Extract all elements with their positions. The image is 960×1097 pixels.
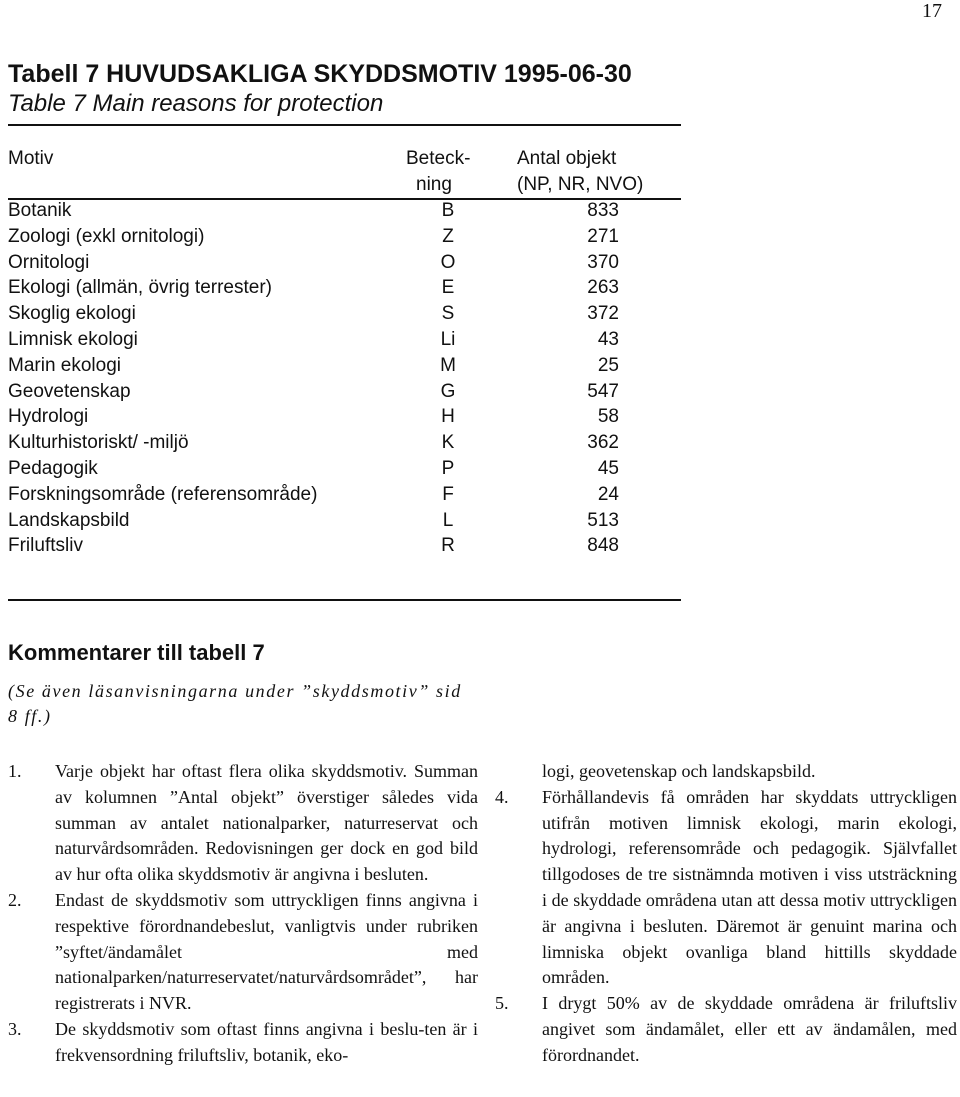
header-code: Beteck- — [406, 148, 471, 169]
comment-text: Endast de skyddsmotiv som uttryckligen finns angivna i respektive förordnandebeslut, vanligtvis under rubriken ”syftet/ändamålet med nationalparken/naturreservatet/naturvårdsområdet”, har registrerats i NVR. — [55, 889, 478, 1014]
table-header-row-2 — [8, 172, 681, 198]
comment-number: 2. — [8, 889, 22, 910]
comment-item — [495, 785, 957, 991]
cell-count: 372 — [587, 303, 619, 325]
cell-motiv: Botanik — [8, 200, 72, 221]
cell-motiv: Marin ekologi — [8, 354, 121, 376]
table-header-row-1 — [8, 146, 681, 172]
cell-code: R — [441, 535, 455, 557]
comment-item — [8, 1017, 478, 1069]
comment-item — [495, 991, 957, 1068]
cell-code: B — [441, 200, 455, 221]
cell-motiv: Forskningsområde (referensområde) — [8, 483, 318, 505]
cell-count: 547 — [587, 380, 619, 402]
cell-count: 45 — [597, 458, 619, 479]
header-motiv: Motiv — [8, 148, 54, 169]
table-row — [8, 198, 681, 224]
cell-count: 362 — [587, 432, 619, 454]
cell-motiv: Kulturhistoriskt/ -miljö — [8, 432, 189, 454]
cell-motiv: Geovetenskap — [8, 380, 131, 402]
cell-code: G — [440, 380, 456, 402]
cell-count: 848 — [587, 535, 619, 557]
cell-motiv: Zoologi (exkl ornitologi) — [8, 225, 205, 247]
cell-count: 271 — [587, 225, 619, 247]
comment-number: 1. — [8, 761, 22, 781]
table-row — [8, 508, 681, 534]
cell-motiv: Ornitologi — [8, 251, 90, 273]
cell-code: L — [442, 509, 454, 531]
cell-count: 513 — [587, 509, 619, 531]
cell-code: H — [441, 406, 455, 428]
table-title: Tabell 7 HUVUDSAKLIGA SKYDDSMOTIV 1995-06-30 — [8, 60, 632, 88]
cell-code: P — [441, 458, 455, 479]
page-number: 17 — [922, 0, 942, 22]
comment-number: 4. — [495, 786, 509, 807]
header-count: Antal objekt — [517, 148, 617, 169]
header-code-cont: ning — [416, 174, 452, 195]
table-row — [8, 379, 681, 405]
cell-motiv: Skoglig ekologi — [8, 303, 136, 325]
comment-number: 3. — [8, 1018, 22, 1039]
table-top-rule — [8, 124, 681, 126]
table-bottom-rule — [8, 599, 681, 601]
comments-left-column — [8, 759, 478, 1069]
table-subtitle: Table 7 Main reasons for protection — [8, 90, 384, 117]
cell-code: S — [441, 303, 455, 325]
cell-motiv: Landskapsbild — [8, 509, 130, 531]
cell-code: O — [440, 251, 456, 273]
table-row — [8, 275, 681, 301]
cell-code: Li — [440, 329, 456, 350]
comments-title: Kommentarer till tabell 7 — [8, 640, 265, 665]
table-row — [8, 301, 681, 327]
comment-continuation — [495, 759, 957, 785]
table-row — [8, 353, 681, 379]
table-row — [8, 456, 681, 482]
cell-motiv: Hydrologi — [8, 406, 89, 428]
cell-code: K — [441, 432, 455, 454]
cell-count: 263 — [587, 277, 619, 299]
cell-motiv: Limnisk ekologi — [8, 329, 138, 350]
comment-text: Förhållandevis få områden har skyddats uttryckligen utifrån motiven limnisk ekologi, marin ekologi, hydrologi, referensområde och pedagogik. Självfallet tillgodoses de tre sistnämnda motiven i viss utsträckning i de skyddade områdena utan att dessa motiv uttryckligen är angivna i besluten. Däremot är genuint marina och limniska objekt ovanliga bland hittills skyddade områden. — [542, 786, 957, 988]
table-row — [8, 482, 681, 508]
cell-code: Z — [442, 225, 454, 247]
header-count-cont: (NP, NR, NVO) — [517, 174, 644, 195]
comment-text: I drygt 50% av de skyddade områdena är friluftsliv angivet som ändamålet, eller ett av ändamålen, med förordnandet. — [542, 993, 957, 1065]
table-row — [8, 224, 681, 250]
cell-motiv: Ekologi (allmän, övrig terrester) — [8, 277, 272, 299]
table-row — [8, 250, 681, 276]
cell-count: 25 — [597, 354, 619, 376]
comment-item — [8, 888, 478, 1017]
comment-text: Varje objekt har oftast flera olika skyddsmotiv. Summan av kolumnen ”Antal objekt” överstiger således vida summan av antalet nationalparker, naturreservat och naturvårdsområden. Redovisningen ger dock en god bild av hur ofta olika skyddsmotiv är angivna i besluten. — [55, 761, 478, 885]
cell-motiv: Friluftsliv — [8, 535, 83, 557]
cell-code: E — [441, 277, 455, 299]
cell-motiv: Pedagogik — [8, 458, 98, 479]
comments-note: (Se även läsanvisningarna under ”skyddsmotiv” sid 8 ff.) — [8, 681, 462, 726]
comment-number: 5. — [495, 993, 509, 1014]
table-row — [8, 533, 681, 559]
cell-count: 833 — [587, 200, 619, 221]
comment-text: logi, geovetenskap och landskapsbild. — [542, 761, 816, 781]
comment-item — [8, 759, 478, 888]
cell-count: 370 — [587, 251, 619, 273]
table-row — [8, 430, 681, 456]
cell-code: F — [442, 483, 454, 505]
comments-right-column — [495, 759, 957, 1069]
table-row — [8, 404, 681, 430]
cell-code: M — [440, 354, 456, 376]
cell-count: 24 — [597, 483, 619, 505]
comment-text: De skyddsmotiv som oftast finns angivna i beslu-ten är i frekvensordning friluftsliv, botanik, eko- — [55, 1018, 478, 1065]
table-row — [8, 327, 681, 353]
cell-count: 43 — [597, 329, 619, 350]
cell-count: 58 — [597, 406, 619, 428]
